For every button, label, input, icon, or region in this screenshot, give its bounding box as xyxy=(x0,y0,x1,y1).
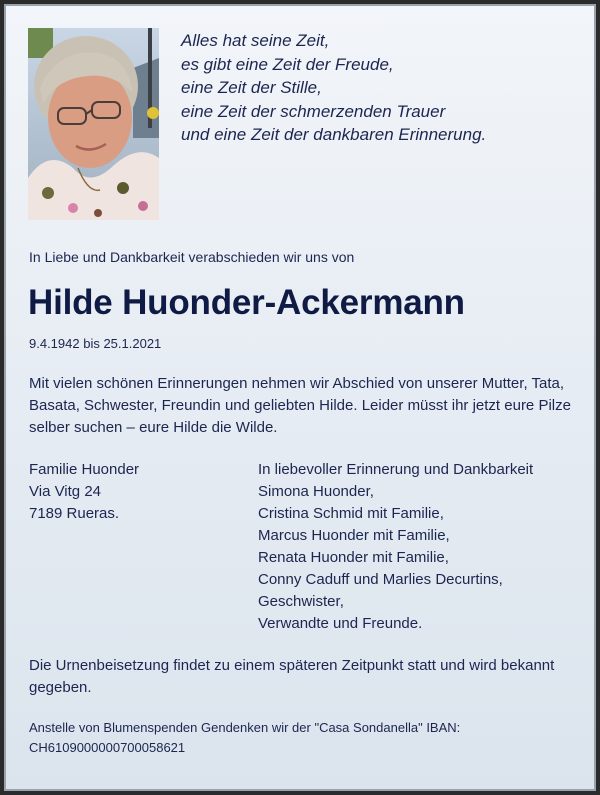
poem-line: es gibt eine Zeit der Freude, xyxy=(181,54,394,74)
mourner-line: Conny Caduff und Marlies Decurtins, xyxy=(258,571,503,588)
poem xyxy=(181,29,486,147)
donation-notice xyxy=(29,718,460,758)
deceased-name: Hilde Huonder-Ackermann xyxy=(28,283,465,322)
mourner-line: Renata Huonder mit Familie, xyxy=(258,549,449,566)
mourner-line: Cristina Schmid mit Familie, xyxy=(258,505,444,522)
mourner-line: Marcus Huonder mit Familie, xyxy=(258,527,450,544)
life-dates: 9.4.1942 bis 25.1.2021 xyxy=(29,336,162,351)
poem-line: eine Zeit der schmerzenden Trauer xyxy=(181,101,446,121)
mourner-line: In liebevoller Erinnerung und Dankbarkeit xyxy=(258,461,534,478)
mourner-line: Verwandte und Freunde. xyxy=(258,615,423,632)
mourners-list xyxy=(258,459,533,635)
farewell-message: Mit vielen schönen Erinnerungen nehmen wir Abschied von unserer Mutter, Tata, Basata, Schwester, Freundin und geliebten Hilde. Leider müsst ihr jetzt eure Pilze selber suchen – eure Hilde die Wilde. xyxy=(29,375,571,436)
address-line: Familie Huonder xyxy=(29,461,140,478)
address-line: 7189 Rueras. xyxy=(29,505,120,522)
poem-line: und eine Zeit der dankbaren Erinnerung. xyxy=(181,125,487,145)
family-address xyxy=(29,459,139,525)
mourner-line: Simona Huonder, xyxy=(258,483,374,500)
address-line: Via Vitg 24 xyxy=(29,483,102,500)
obituary-card xyxy=(4,4,596,791)
portrait-photo xyxy=(28,28,159,220)
iban-number: CH6109000000700058621 xyxy=(29,740,186,755)
donation-text: Anstelle von Blumenspenden Gendenken wir der "Casa Sondanella" IBAN: xyxy=(29,720,461,735)
poem-line: Alles hat seine Zeit, xyxy=(181,31,330,50)
urn-notice: Die Urnenbeisetzung findet zu einem späteren Zeitpunkt statt und wird bekannt gegeben. xyxy=(29,657,555,696)
mourner-line: Geschwister, xyxy=(258,593,344,610)
intro-text: In Liebe und Dankbarkeit verabschieden wir uns von xyxy=(29,249,355,265)
poem-line: eine Zeit der Stille, xyxy=(181,78,322,98)
portrait-image-placeholder xyxy=(28,28,159,220)
